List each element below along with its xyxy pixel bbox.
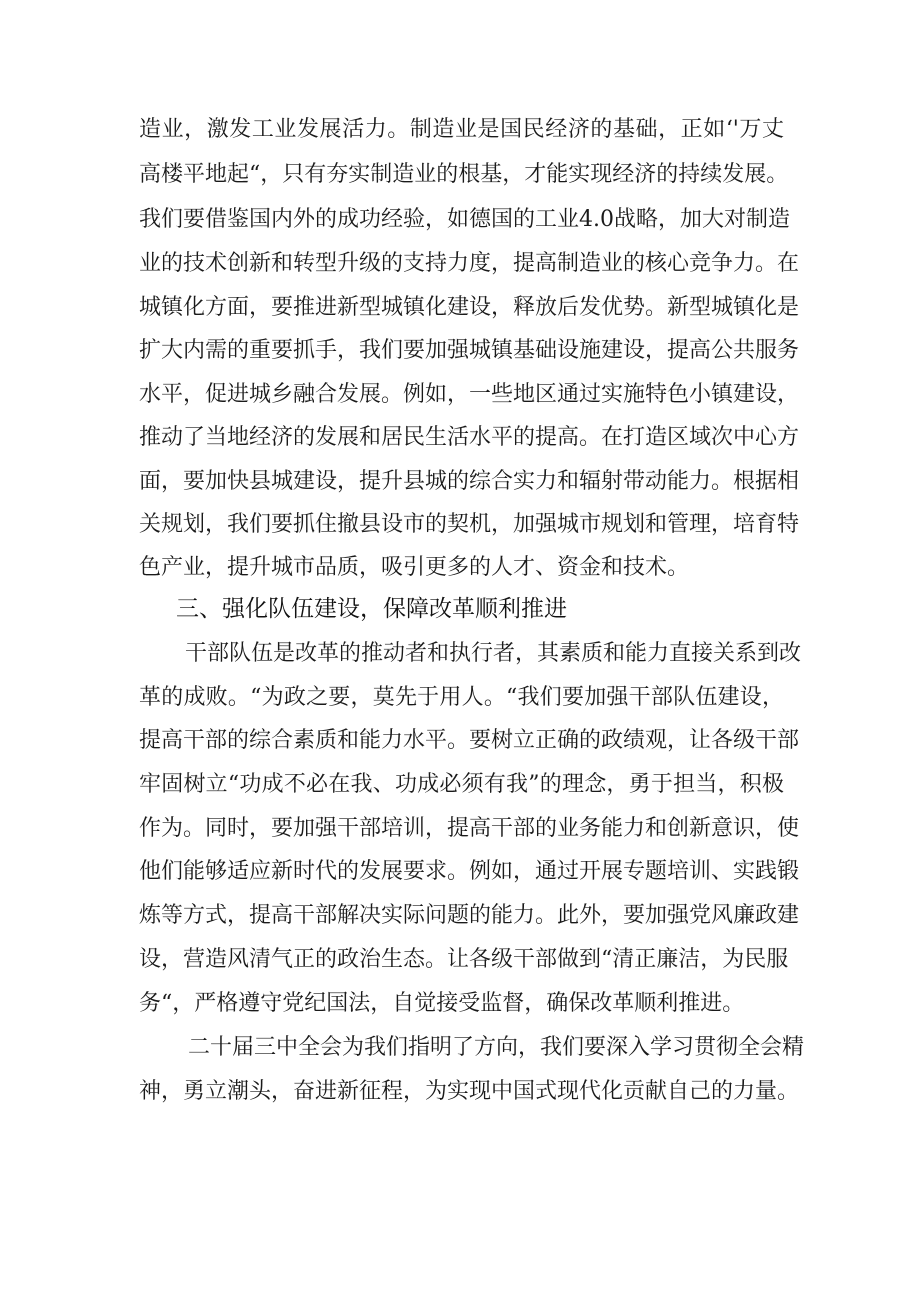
- section-heading: 三、强化队伍建设，保障改革顺利推进: [176, 596, 567, 622]
- text-line: 我们要借鉴国内外的成功经验，如德国的工业4.0战略，加大对制造: [139, 207, 790, 232]
- text-line: 推动了当地经济的发展和居民生活水平的提高。在打造区域次中心方: [139, 425, 800, 450]
- text-line: 二十届三中全会为我们指明了方向，我们要深入学习贯彻全会精: [188, 1035, 805, 1060]
- text-line: 神，勇立潮头，奋进新征程，为实现中国式现代化贡献自己的力量。: [139, 1079, 800, 1104]
- text-line: 他们能够适应新时代的发展要求。例如，通过开展专题培训、实践锻: [139, 859, 800, 884]
- text-line: 牢固树立“功成不必在我、功成必须有我”的理念，勇于担当，积极: [139, 772, 784, 797]
- text-line: 色产业，提升城市品质，吸引更多的人才、资金和技术。: [139, 555, 690, 580]
- text-line: 高楼平地起“，只有夯实制造业的根基，才能实现经济的持续发展。: [139, 162, 789, 187]
- text-line: 提高干部的综合素质和能力水平。要树立正确的政绩观，让各级干部: [139, 728, 800, 753]
- text-line: 关规划，我们要抓住撤县设市的契机，加强城市规划和管理，培育特: [139, 512, 800, 537]
- text-line: 造业，激发工业发展活力。制造业是国民经济的基础，正如‘'万丈: [139, 117, 784, 142]
- text-line: 务“，严格遵守党纪国法，自觉接受监督，确保改革顺利推进。: [139, 991, 745, 1016]
- text-line: 干部队伍是改革的推动者和执行者，其素质和能力直接关系到改: [185, 641, 802, 666]
- text-line: 城镇化方面，要推进新型城镇化建设，释放后发优势。新型城镇化是: [139, 295, 800, 320]
- text-line: 扩大内需的重要抓手，我们要加强城镇基础设施建设，提高公共服务: [139, 338, 800, 363]
- text-line: 革的成败。“为政之要，莫先于用人。“我们要加强干部队伍建设，: [139, 685, 784, 710]
- text-line: 设，营造风清气正的政治生态。让各级干部做到“清正廉洁，为民服: [139, 947, 789, 972]
- text-line: 水平，促进城乡融合发展。例如，一些地区通过实施特色小镇建设，: [139, 382, 800, 407]
- text-line: 炼等方式，提高干部解决实际问题的能力。此外，要加强党风廉政建: [139, 903, 800, 928]
- text-line: 作为。同时，要加强干部培训，提高干部的业务能力和创新意识，使: [139, 816, 800, 841]
- text-line: 业的技术创新和转型升级的支持力度，提高制造业的核心竞争力。在: [139, 251, 800, 276]
- text-line: 面，要加快县城建设，提升县城的综合实力和辐射带动能力。根据相: [139, 469, 800, 494]
